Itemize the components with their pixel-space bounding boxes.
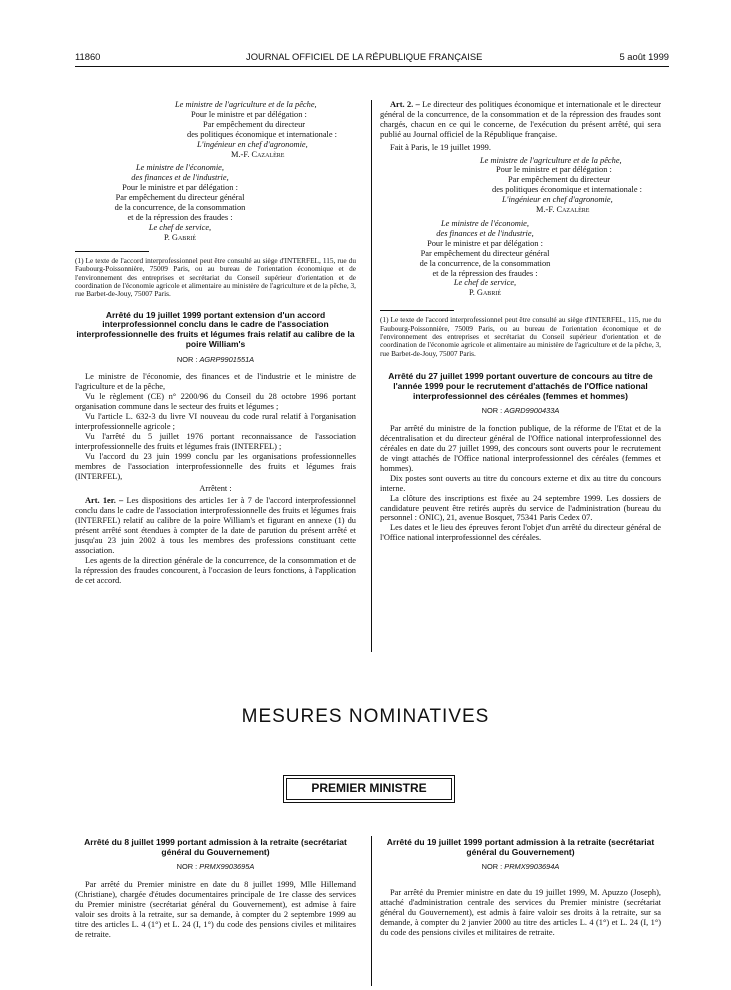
sig-line: L'ingénieur en chef d'agronomie,	[502, 195, 613, 205]
sig-line: Le ministre de l'agriculture et de la pêche,	[480, 155, 622, 165]
left-signature-economy	[75, 163, 285, 242]
footnote: (1) Le texte de l'accord interprofessionnel peut être consulté au siège d'INTERFEL, 115, rue du Faubourg-Poissonnière, 75009 Paris, ou au bureau de l'orientation économique et de l'environnement des entreprises et secrétariat du Conseil supérieur d'orientation et de coordination de l'économie agricole et alimentaire au ministère de l'agriculture et de la pêche, 3, rue Barbet-de-Jouy, 75007 Paris.	[75, 255, 356, 299]
header-rule	[75, 66, 669, 67]
left-column	[75, 100, 356, 585]
signatory-name: M.-F. Cazalère	[536, 205, 590, 215]
sig-line: Le chef de service,	[148, 222, 212, 232]
sig-line: Pour le ministre et par délégation :	[122, 183, 238, 193]
signatory-name: P. Gabrié	[469, 288, 501, 298]
sig-line: Pour le ministre et par délégation :	[191, 109, 307, 119]
ministry-box	[283, 775, 455, 803]
sig-line: de la concurrence, de la consommation	[114, 203, 246, 213]
right-column	[380, 100, 661, 543]
article-lead: Art. 1er. –	[85, 496, 124, 506]
signatory-name: P. Gabrié	[164, 232, 196, 242]
decree-title: Arrêté du 8 juillet 1999 portant admission à la retraite (secrétariat général du Gouvernement)	[84, 837, 347, 857]
section-heading: MESURES NOMINATIVES	[241, 706, 490, 727]
sig-line: Par empêchement du directeur général	[420, 248, 550, 258]
sig-line: des politiques économique et internationale :	[492, 185, 643, 195]
nor-label: NOR :	[176, 354, 198, 364]
sig-line: Par empêchement du directeur	[203, 119, 306, 129]
footnote: (1) Le texte de l'accord interprofessionnel peut être consulté au siège d'INTERFEL, 115, rue du Faubourg-Poissonnière, 75009 Paris, ou au bureau de l'orientation économique et de l'environnement des entreprises et secrétariat du Conseil supérieur d'orientation et de coordination de l'économie agricole et alimentaire au ministère de l'agriculture et de la pêche, 3, rue Barbet-de-Jouy, 75007 Paris.	[380, 315, 661, 358]
article-2	[380, 100, 661, 140]
nor-code: PRMX9903694A	[504, 862, 560, 872]
article-text: Le directeur des politiques économique et internationale et le directeur général de la concurrence, de la consommation et de la répression des fraudes sont chargés, chacun en ce qui le concerne, de l'exécution du présent arrêté, qui sera publié au Journal officiel de la République française.	[380, 100, 662, 139]
column-divider	[371, 836, 372, 986]
sig-line: Le ministre de l'agriculture et de la pêche,	[175, 100, 317, 109]
sig-line: Le ministre de l'économie,	[440, 218, 529, 228]
nor-reference	[75, 355, 356, 365]
sig-line: Par empêchement du directeur général	[115, 193, 245, 203]
paragraph: Par arrêté du ministre de la fonction publique, de la réforme de l'Etat et de la décentralisation et du directeur général de l'Office national interprofessionnel des céréales en date du 27 juillet 1999, des concours sont ouverts pour le recrutement de vingt attachés de l'Office national interprofessionnel des céréales (femmes et hommes).	[380, 424, 661, 473]
sig-line: Pour le ministre et par délégation :	[427, 238, 543, 248]
paragraph: Par arrêté du Premier ministre en date du 19 juillet 1999, M. Apuzzo (Joseph), attaché d'administration centrale des services du Premier ministre (secrétariat général du Gouvernement), est admis à faire valoir ses droits à la retraite, sur sa demande, à compter du 2 janvier 2000 au titre des articles L. 4 (1°) et L. 24 (I, 1°) du code des pensions civiles et militaires de retraite.	[380, 888, 661, 937]
sig-line: des politiques économique et internationale :	[187, 129, 338, 139]
paragraph: Le ministre de l'économie, des finances et de l'industrie et le ministre de l'agriculture et de la pêche,	[75, 372, 356, 392]
decree-title: Arrêté du 19 juillet 1999 portant admission à la retraite (secrétariat général du Gouvernement)	[386, 837, 655, 857]
sig-line: Le chef de service,	[453, 278, 517, 288]
ministry-label: PREMIER MINISTRE	[286, 778, 452, 800]
nor-label: NOR :	[481, 862, 503, 872]
sig-line: des finances et de l'industrie,	[436, 228, 534, 238]
bottom-left-column	[75, 838, 356, 940]
column-divider	[371, 100, 372, 652]
sig-line: Le ministre de l'économie,	[135, 163, 224, 173]
article-1	[75, 496, 356, 555]
signed-place-date: Fait à Paris, le 19 juillet 1999.	[390, 142, 491, 152]
bottom-right-column	[380, 838, 661, 938]
signatory-name: M.-F. Cazalère	[231, 149, 285, 159]
paragraph: Vu l'accord du 23 juin 1999 conclu par les organisations professionnelles membres de l'association interprofessionnelle des fruits et légumes frais (INTERFEL),	[75, 451, 356, 481]
nor-reference	[380, 406, 661, 416]
nor-code: PRMX9903695A	[199, 862, 255, 872]
page-header	[75, 50, 669, 64]
paragraph: Vu l'arrêté du 5 juillet 1976 portant reconnaissance de l'association interprofessionnelle des fruits et légumes frais (INTERFEL) ;	[75, 431, 356, 451]
right-signature-economy	[380, 219, 590, 298]
sig-line: L'ingénieur en chef d'agronomie,	[197, 139, 308, 149]
sig-line: Par empêchement du directeur	[508, 175, 611, 185]
sig-line: des finances et de l'industrie,	[131, 173, 229, 183]
sig-line: de la concurrence, de la consommation	[419, 258, 551, 268]
right-signature-agriculture	[380, 156, 661, 215]
paragraph: Les agents de la direction générale de la concurrence, de la consommation et de la répression des fraudes concourent, à l'occasion de leurs fonctions, à l'application de cet accord.	[75, 555, 356, 585]
sig-line: et de la répression des fraudes :	[127, 212, 233, 222]
sig-line: Pour le ministre et par délégation :	[496, 165, 612, 175]
nor-code: AGRD9900433A	[504, 406, 560, 416]
nor-reference	[75, 862, 356, 872]
nor-label: NOR :	[481, 406, 503, 416]
issue-date: 5 août 1999	[619, 51, 669, 62]
nor-code: AGRP9901551A	[199, 354, 255, 364]
sig-line: et de la répression des fraudes :	[432, 268, 538, 278]
arretent: Arrêtent :	[199, 484, 232, 494]
nor-reference	[380, 862, 661, 872]
left-signature-agriculture	[75, 100, 356, 159]
paragraph: Par arrêté du Premier ministre en date du 8 juillet 1999, Mlle Hillemand (Christiane), chargée d'études documentaires principale de 1re classe des services du Premier ministre (secrétariat général du Gouvernement), est admise à faire valoir ses droits à la retraite, sur sa demande, à compter du 2 septembre 1999 au titre des articles L. 4 (1°) et L. 24 (I, 1°) du code des pensions civiles et militaires de retraite.	[75, 880, 356, 939]
journal-title: JOURNAL OFFICIEL DE LA RÉPUBLIQUE FRANÇAISE	[246, 51, 483, 62]
paragraph: La clôture des inscriptions est fixée au 24 septembre 1999. Les dossiers de candidature peuvent être retirés auprès du service de l'administration (bureau du personnel : ONIC), 21, avenue Bosquet, 75341 Paris Cedex 07.	[380, 493, 661, 523]
article-text: Les dispositions des articles 1er à 7 de l'accord interprofessionnel conclu dans le cadre de l'association interprofessionnelle des fruits et légumes frais (INTERFEL) relatif au calibre de la poire William's et figurant en annexe (1) du présent arrêté sont étendues à compter de la date de parution du présent arrêté et jusqu'au 23 juin 2002 à tous les membres des professions constituant cette association.	[75, 496, 356, 555]
paragraph: Vu le règlement (CE) n° 2200/96 du Conseil du 28 octobre 1996 portant organisation commune dans le secteur des fruits et légumes ;	[75, 392, 356, 412]
paragraph: Les dates et le lieu des épreuves feront l'objet d'un arrêté du directeur général de l'Office national interprofessionnel des céréales.	[380, 523, 661, 543]
paragraph: Vu l'article L. 632-3 du livre VI nouveau du code rural relatif à l'organisation interprofessionnelle agricole ;	[75, 412, 356, 431]
paragraph: Dix postes sont ouverts au titre du concours externe et dix au titre du concours interne.	[380, 473, 661, 493]
page-number: 11860	[75, 51, 101, 62]
footnote-rule	[380, 310, 454, 311]
nor-label: NOR :	[176, 862, 198, 872]
article-lead: Art. 2. –	[390, 100, 420, 109]
decree-title: Arrêté du 19 juillet 1999 portant extension d'un accord interprofessionnel conclu dans le cadre de l'association interprofessionnelle des fruits et légumes frais relatif au calibre de la poire William's	[76, 309, 355, 349]
decree-title: Arrêté du 27 juillet 1999 portant ouverture de concours au titre de l'année 1999 pour le recrutement d'attachés de l'Office national interprofessionnel des céréales (femmes et hommes)	[388, 371, 653, 401]
footnote-rule	[75, 251, 149, 252]
